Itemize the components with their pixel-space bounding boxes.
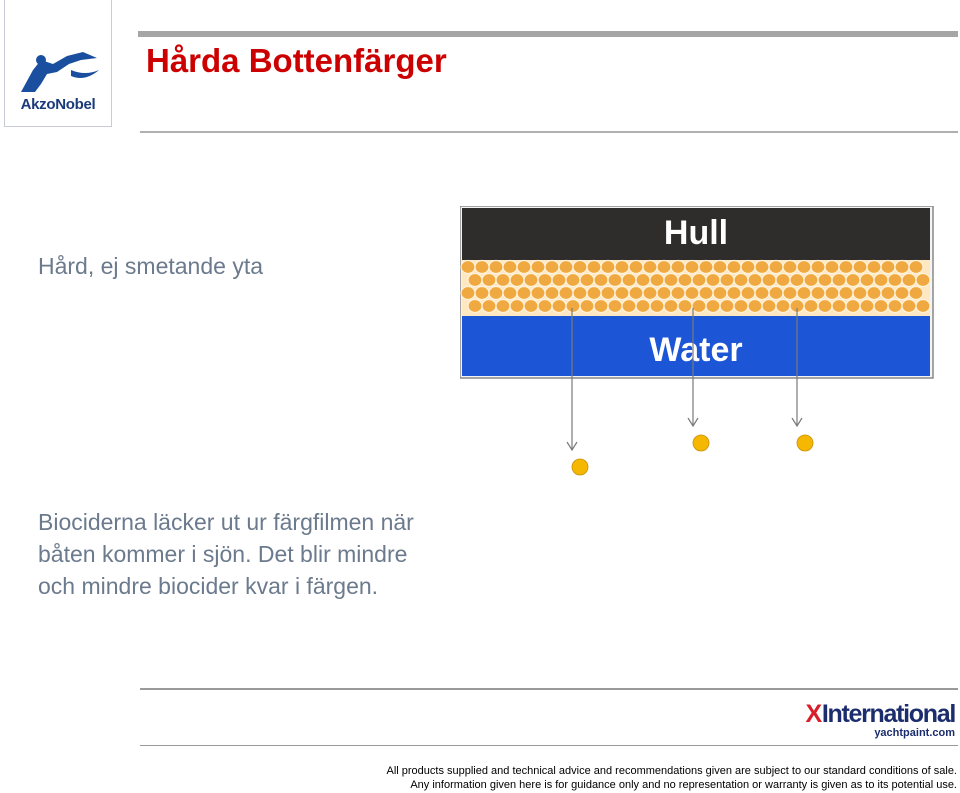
biocide-particle	[839, 287, 853, 300]
biocide-particle	[916, 300, 930, 313]
biocide-particle	[832, 300, 846, 313]
biocide-particle	[881, 261, 895, 274]
antifouling-diagram	[460, 206, 935, 481]
biocide-particle	[643, 287, 657, 300]
biocide-particle	[692, 274, 706, 287]
biocide-particle	[902, 300, 916, 313]
biocide-particle	[909, 287, 923, 300]
biocide-particle	[811, 261, 825, 274]
biocide-particle	[559, 287, 573, 300]
page-title: Hårda Bottenfärger	[146, 42, 447, 79]
biocide-particle	[776, 274, 790, 287]
biocide-particle	[475, 261, 489, 274]
biocide-particle	[594, 300, 608, 313]
biocide-particle	[825, 287, 839, 300]
biocide-particle	[748, 300, 762, 313]
biocide-particle	[615, 287, 629, 300]
biocide-particle	[860, 300, 874, 313]
website-text: yachtpaint.com	[874, 727, 955, 739]
biocide-particle	[671, 261, 685, 274]
biocide-particle	[524, 300, 538, 313]
biocide-particle	[580, 274, 594, 287]
biocide-particle	[825, 261, 839, 274]
biocide-particle	[608, 274, 622, 287]
biocide-particle	[650, 274, 664, 287]
biocide-particle	[489, 261, 503, 274]
biocide-particle	[671, 287, 685, 300]
biocide-particle	[727, 287, 741, 300]
biocide-particle	[734, 300, 748, 313]
biocide-particle	[762, 300, 776, 313]
biocide-particle	[860, 274, 874, 287]
biocide-particle	[895, 287, 909, 300]
biocide-particle	[629, 261, 643, 274]
biocide-particle	[874, 300, 888, 313]
biocide-particle	[867, 287, 881, 300]
biocide-particle	[797, 261, 811, 274]
biocide-particle	[566, 274, 580, 287]
biocide-particle	[678, 274, 692, 287]
biocide-particle	[895, 261, 909, 274]
biocide-particle	[839, 261, 853, 274]
biocide-particle	[601, 287, 615, 300]
water-label: Water	[649, 331, 743, 369]
released-biocide-particle	[797, 435, 813, 451]
biocide-particle	[601, 261, 615, 274]
biocide-particle	[594, 274, 608, 287]
biocide-particle	[580, 300, 594, 313]
biocide-particle	[510, 300, 524, 313]
biocide-particle	[545, 287, 559, 300]
biocide-particle	[776, 300, 790, 313]
biocide-particle	[559, 261, 573, 274]
akzonobel-logo	[4, 0, 112, 127]
biocide-particle	[510, 274, 524, 287]
biocide-particle	[643, 261, 657, 274]
biocide-particle	[538, 300, 552, 313]
biocide-particle	[657, 261, 671, 274]
biocide-particle	[573, 287, 587, 300]
biocide-particle	[783, 261, 797, 274]
biocide-particle	[475, 287, 489, 300]
biocide-particle	[706, 274, 720, 287]
biocide-particle	[552, 274, 566, 287]
biocide-particle	[461, 261, 475, 274]
biocide-particle	[482, 274, 496, 287]
biocide-particle	[706, 300, 720, 313]
biocide-particle	[804, 300, 818, 313]
biocide-particle	[748, 274, 762, 287]
biocide-particle	[881, 287, 895, 300]
biocide-particle	[811, 287, 825, 300]
biocide-particle	[720, 274, 734, 287]
biocide-particle	[769, 287, 783, 300]
biocide-particle	[741, 287, 755, 300]
disclaimer-line-2: Any information given here is for guidance only and no representation or warranty is given as to its potential use.	[410, 779, 957, 791]
international-logo	[806, 700, 956, 739]
international-x-icon: X	[805, 700, 821, 728]
biocide-particle	[664, 274, 678, 287]
biocide-particle	[818, 300, 832, 313]
biocide-particle	[741, 261, 755, 274]
released-biocide-particle	[693, 435, 709, 451]
biocide-particle	[846, 274, 860, 287]
released-biocide-particle	[572, 459, 588, 475]
biocide-particle	[846, 300, 860, 313]
biocide-particle	[790, 274, 804, 287]
biocide-particle	[461, 287, 475, 300]
biocide-particle	[482, 300, 496, 313]
biocide-particle	[664, 300, 678, 313]
disclaimer-line-1: All products supplied and technical advice and recommendations given are subject to our standard conditions of sale.	[386, 765, 957, 777]
biocide-layer	[461, 260, 930, 316]
biocide-particle	[755, 287, 769, 300]
biocide-particle	[622, 274, 636, 287]
biocide-particle	[531, 287, 545, 300]
biocide-particle	[685, 287, 699, 300]
footer-rule-top	[140, 688, 958, 690]
biocide-particle	[531, 261, 545, 274]
biocide-particle	[636, 274, 650, 287]
biocide-particle	[636, 300, 650, 313]
biocide-particle	[468, 274, 482, 287]
bullet-text-2: Biociderna läcker ut ur färgfilmen när båten kommer i sjön. Det blir mindre och mindre biocider kvar i färgen.	[38, 509, 414, 599]
biocide-particle	[713, 261, 727, 274]
biocide-particle	[832, 274, 846, 287]
biocide-particle	[853, 261, 867, 274]
biocide-particle	[699, 287, 713, 300]
top-rule	[138, 31, 958, 37]
bullet-text-1: Hård, ej smetande yta	[38, 253, 264, 279]
biocide-particle	[755, 261, 769, 274]
biocide-particle	[713, 287, 727, 300]
biocide-particle	[783, 287, 797, 300]
biocide-particle	[762, 274, 776, 287]
international-wordmark: International	[821, 700, 955, 728]
biocide-particle	[503, 287, 517, 300]
biocide-particle	[769, 261, 783, 274]
biocide-particle	[650, 300, 664, 313]
footer-rule-bottom	[140, 745, 958, 746]
biocide-particle	[615, 261, 629, 274]
akzonobel-figure-icon	[11, 50, 105, 96]
biocide-particle	[552, 300, 566, 313]
biocide-particle	[678, 300, 692, 313]
biocide-particle	[888, 300, 902, 313]
biocide-particle	[804, 274, 818, 287]
biocide-particle	[629, 287, 643, 300]
biocide-particle	[587, 287, 601, 300]
biocide-particle	[622, 300, 636, 313]
title-divider	[140, 131, 958, 133]
biocide-particle	[517, 261, 531, 274]
biocide-particle	[468, 300, 482, 313]
biocide-particle	[608, 300, 622, 313]
biocide-particle	[797, 287, 811, 300]
biocide-particle	[916, 274, 930, 287]
biocide-particle	[888, 274, 902, 287]
biocide-particle	[496, 274, 510, 287]
biocide-particle	[692, 300, 706, 313]
biocide-particle	[867, 261, 881, 274]
akzonobel-wordmark: AkzoNobel	[20, 96, 96, 113]
biocide-particle	[517, 287, 531, 300]
biocide-particle	[524, 274, 538, 287]
biocide-particle	[573, 261, 587, 274]
biocide-particle	[685, 261, 699, 274]
biocide-particle	[699, 261, 713, 274]
biocide-particle	[489, 287, 503, 300]
biocide-particle	[503, 261, 517, 274]
biocide-particle	[909, 261, 923, 274]
hull-label: Hull	[663, 214, 729, 252]
biocide-particle	[587, 261, 601, 274]
biocide-particle	[496, 300, 510, 313]
biocide-particle	[853, 287, 867, 300]
biocide-particle	[734, 274, 748, 287]
biocide-particle	[902, 274, 916, 287]
biocide-particle	[818, 274, 832, 287]
biocide-particle	[657, 287, 671, 300]
biocide-particle	[874, 274, 888, 287]
biocide-particle	[545, 261, 559, 274]
biocide-particle	[720, 300, 734, 313]
biocide-particle	[727, 261, 741, 274]
biocide-particle	[538, 274, 552, 287]
biocide-particle	[566, 300, 580, 313]
